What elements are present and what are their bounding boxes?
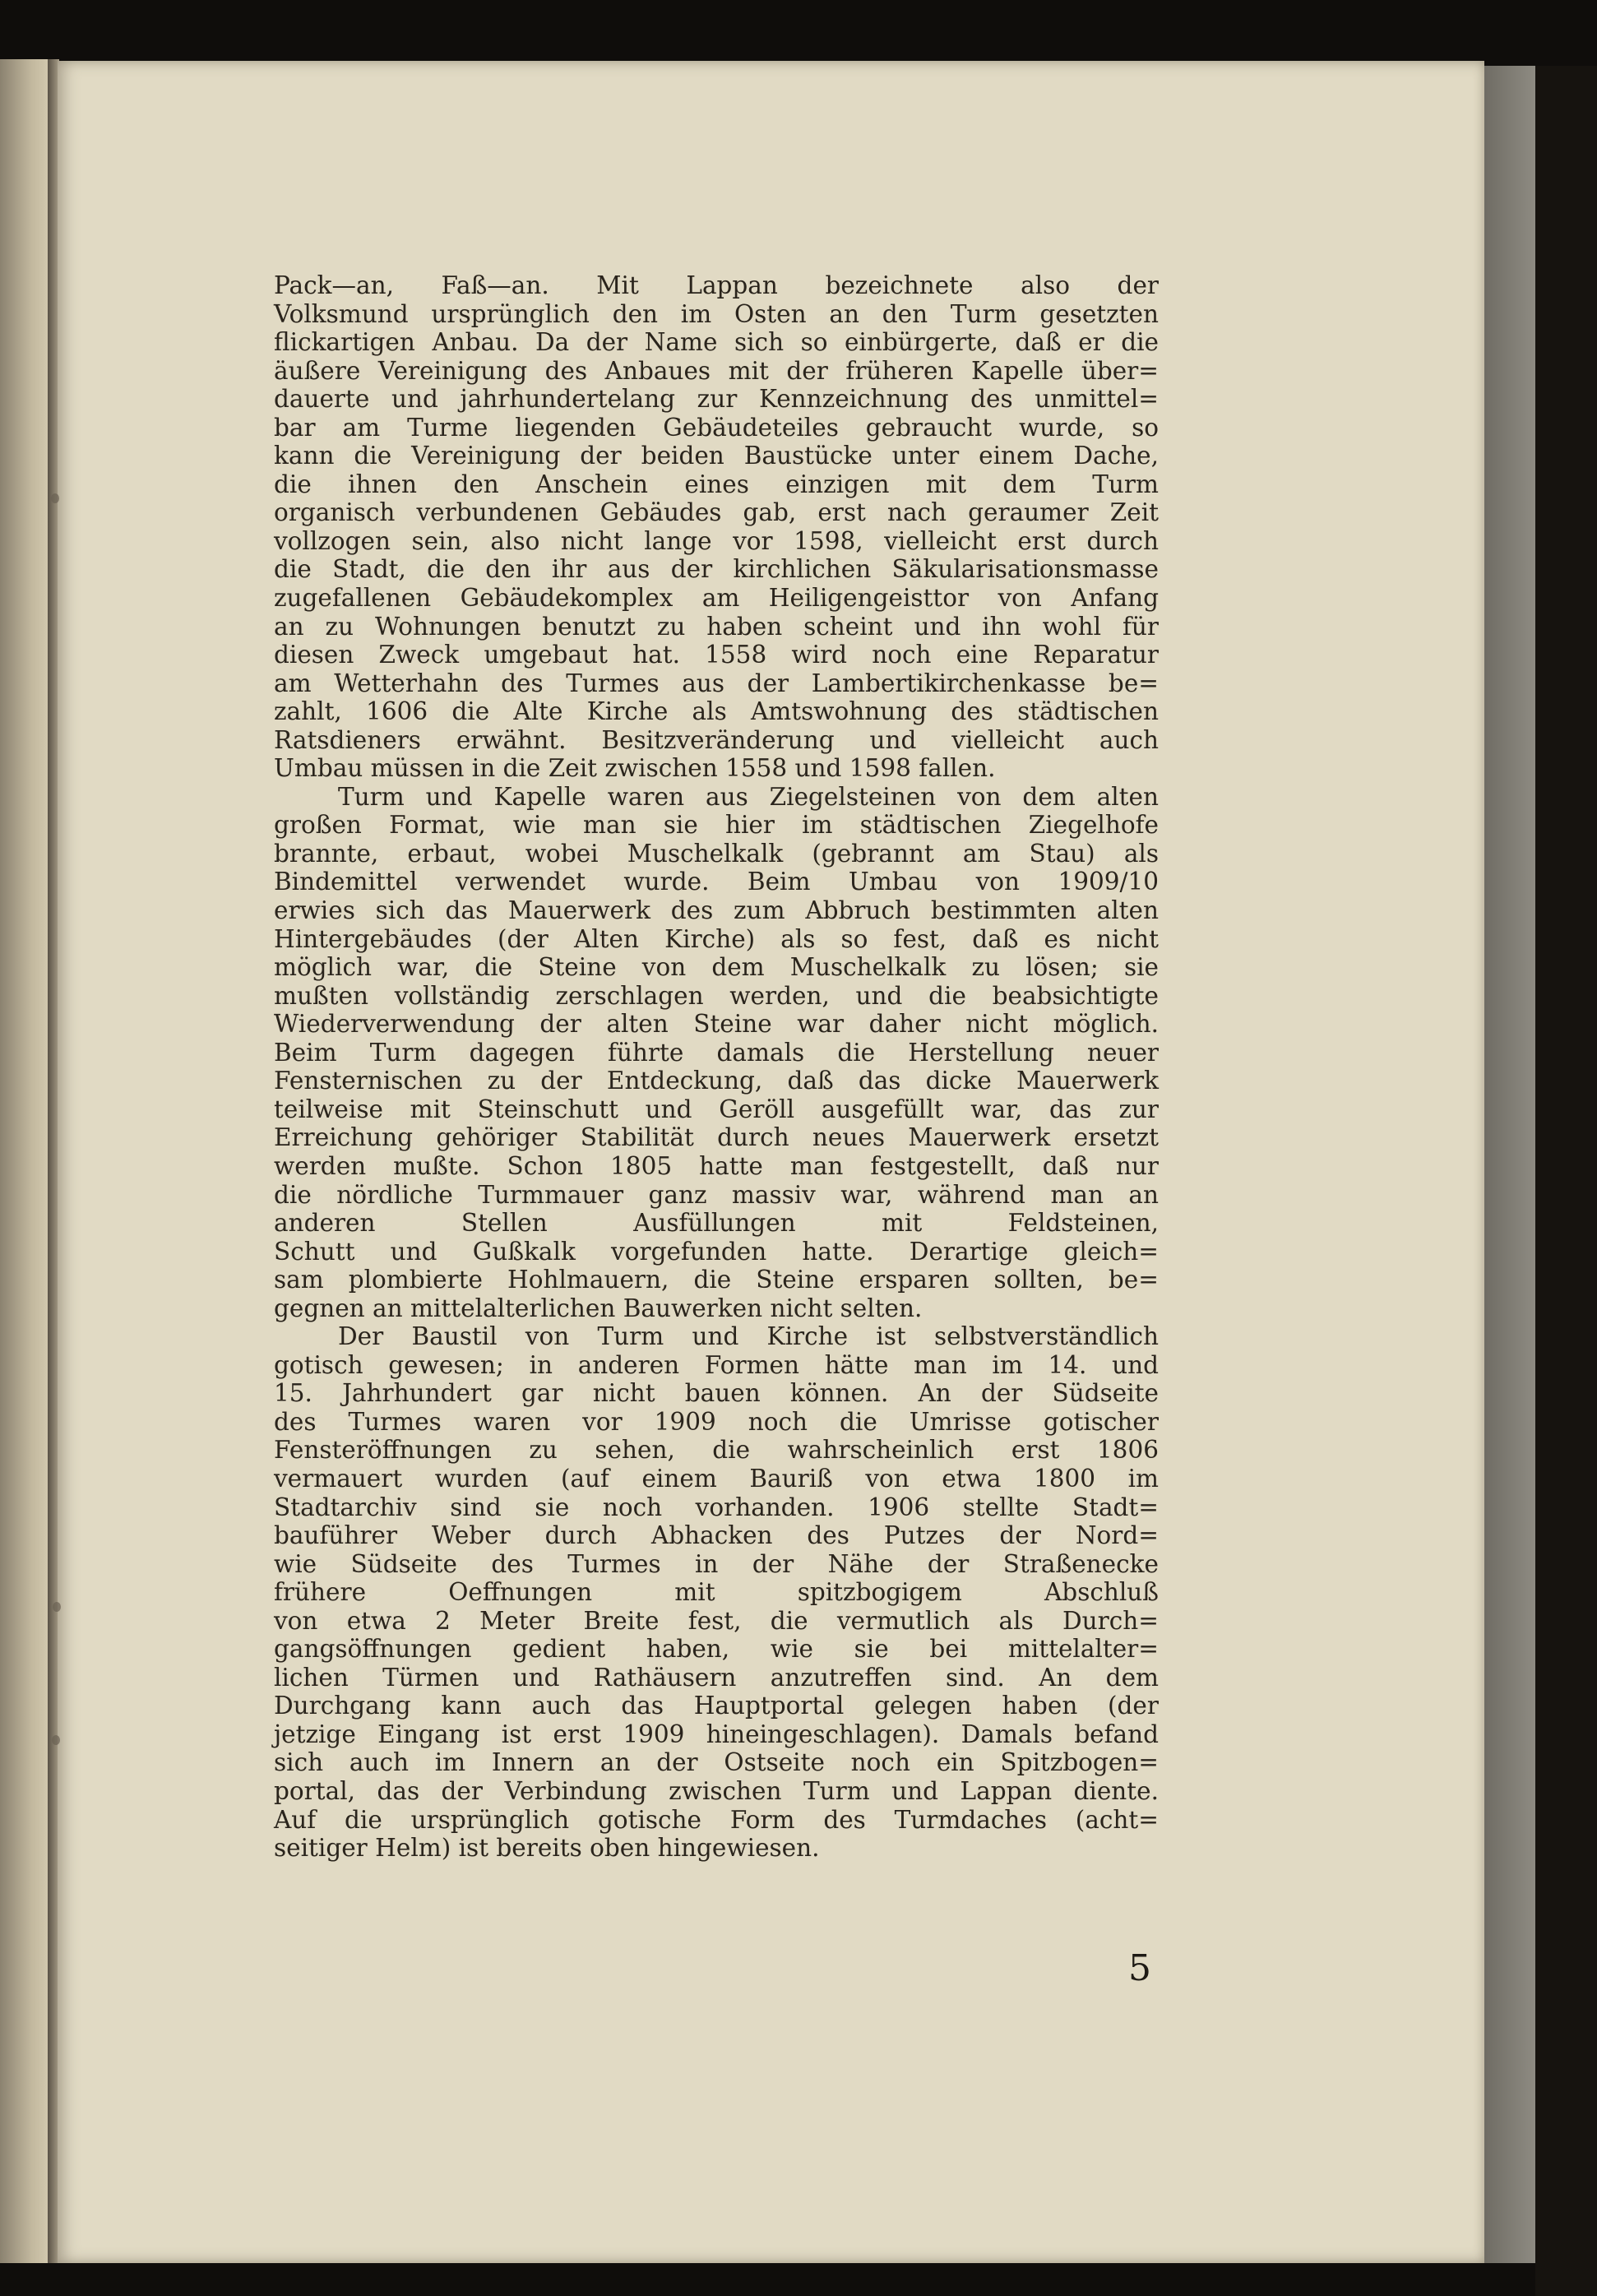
- text-line: organisch verbundenen Gebäudes gab, erst nach geraumer Zeit: [274, 498, 1159, 527]
- text-line: sam plombierte Hohlmauern, die Steine ersparen sollten, be=: [274, 1266, 1159, 1294]
- text-line: äußere Vereinigung des Anbaues mit der früheren Kapelle über=: [274, 356, 1159, 385]
- text-line: vermauert wurden (auf einem Bauriß von etwa 1800 im: [274, 1464, 1159, 1493]
- text-line: Wiederverwendung der alten Steine war daher nicht möglich.: [274, 1010, 1159, 1039]
- text-line: an zu Wohnungen benutzt zu haben scheint und ihn wohl für: [274, 612, 1159, 641]
- facing-page-edge: [0, 59, 53, 2263]
- text-line: Hintergebäudes (der Alten Kirche) als so fest, daß es nicht: [274, 924, 1159, 953]
- text-line: Fensternischen zu der Entdeckung, daß das dicke Mauerwerk: [274, 1067, 1159, 1095]
- text-line: frühere Oeffnungen mit spitzbogigem Abschluß: [274, 1578, 1159, 1607]
- text-line: Der Baustil von Turm und Kirche ist selbstverständlich: [338, 1322, 1159, 1351]
- text-line: jetzige Eingang ist erst 1909 hineingeschlagen). Damals befand: [274, 1720, 1159, 1748]
- text-line: seitiger Helm) ist bereits oben hingewiesen.: [274, 1834, 820, 1863]
- stacked-page-edge: [1484, 66, 1535, 2263]
- text-line: zugefallenen Gebäudekomplex am Heiligengeisttor von Anfang: [274, 584, 1159, 613]
- text-line: von etwa 2 Meter Breite fest, die vermutlich als Durch=: [274, 1606, 1159, 1635]
- text-line: bar am Turme liegenden Gebäudeteiles gebraucht wurde, so: [274, 413, 1159, 442]
- text-line: Fensteröffnungen zu sehen, die wahrscheinlich erst 1806: [274, 1436, 1159, 1465]
- right-background: [1535, 66, 1597, 2296]
- binding-hole: [52, 1735, 60, 1745]
- text-line: sich auch im Innern an der Ostseite noch ein Spitzbogen=: [274, 1748, 1159, 1777]
- text-line: Beim Turm dagegen führte damals die Herstellung neuer: [274, 1038, 1159, 1067]
- text-line: Schutt und Gußkalk vorgefunden hatte. Derartige gleich=: [274, 1237, 1159, 1266]
- text-line: dauerte und jahrhundertelang zur Kennzeichnung des unmittel=: [274, 385, 1159, 414]
- text-line: die Stadt, die den ihr aus der kirchlichen Säkularisationsmasse: [274, 555, 1159, 584]
- page-number: 5: [1128, 1947, 1151, 1989]
- text-line: erwies sich das Mauerwerk des zum Abbruch bestimmten alten: [274, 896, 1159, 925]
- text-line: möglich war, die Steine von dem Muschelkalk zu lösen; sie: [274, 953, 1159, 982]
- text-line: brannte, erbaut, wobei Muschelkalk (gebrannt am Stau) als: [274, 839, 1159, 868]
- text-line: Volksmund ursprünglich den im Osten an den Turm gesetzten: [274, 299, 1159, 328]
- text-line: am Wetterhahn des Turmes aus der Lambertikirchenkasse be=: [274, 669, 1159, 697]
- text-line: die nördliche Turmmauer ganz massiv war, während man an: [274, 1180, 1159, 1209]
- binding-hole: [53, 1602, 61, 1612]
- text-line: kann die Vereinigung der beiden Baustücke unter einem Dache,: [274, 442, 1159, 470]
- text-line: Turm und Kapelle waren aus Ziegelsteinen von dem alten: [338, 782, 1159, 811]
- text-line: Auf die ursprünglich gotische Form des Turmdaches (acht=: [274, 1805, 1159, 1834]
- text-line: Erreichung gehöriger Stabilität durch neues Mauerwerk ersetzt: [274, 1123, 1159, 1152]
- text-line: teilweise mit Steinschutt und Geröll ausgefüllt war, das zur: [274, 1095, 1159, 1123]
- text-line: Durchgang kann auch das Hauptportal gelegen haben (der: [274, 1692, 1159, 1720]
- text-line: lichen Türmen und Rathäusern anzutreffen sind. An dem: [274, 1663, 1159, 1692]
- text-line: 15. Jahrhundert gar nicht bauen können. An der Südseite: [274, 1379, 1159, 1408]
- text-line: gangsöffnungen gedient haben, wie sie bei mittelalter=: [274, 1635, 1159, 1664]
- text-line: wie Südseite des Turmes in der Nähe der Straßenecke: [274, 1549, 1159, 1578]
- top-background: [0, 0, 1597, 59]
- text-line: großen Format, wie man sie hier im städtischen Ziegelhofe: [274, 811, 1159, 840]
- text-line: gegnen an mittelalterlichen Bauwerken nicht selten.: [274, 1294, 923, 1322]
- text-line: des Turmes waren vor 1909 noch die Umrisse gotischer: [274, 1407, 1159, 1436]
- text-line: Pack—an, Faß—an. Mit Lappan bezeichnete also der: [274, 271, 1159, 299]
- text-line: bauführer Weber durch Abhacken des Putzes der Nord=: [274, 1521, 1159, 1550]
- text-line: diesen Zweck umgebaut hat. 1558 wird noch eine Reparatur: [274, 641, 1159, 669]
- text-line: mußten vollständig zerschlagen werden, und die beabsichtigte: [274, 981, 1159, 1010]
- binding-hole: [51, 493, 59, 503]
- text-line: vollzogen sein, also nicht lange vor 1598, vielleicht erst durch: [274, 526, 1159, 555]
- text-line: flickartigen Anbau. Da der Name sich so einbürgerte, daß er die: [274, 328, 1159, 357]
- text-line: gotisch gewesen; in anderen Formen hätte man im 14. und: [274, 1350, 1159, 1379]
- text-line: zahlt, 1606 die Alte Kirche als Amtswohnung des städtischen: [274, 697, 1159, 726]
- text-line: Ratsdieners erwähnt. Besitzveränderung und vielleicht auch: [274, 725, 1159, 754]
- text-line: anderen Stellen Ausfüllungen mit Feldsteinen,: [274, 1209, 1159, 1238]
- text-line: Stadtarchiv sind sie noch vorhanden. 1906 stellte Stadt=: [274, 1493, 1159, 1521]
- text-line: Bindemittel verwendet wurde. Beim Umbau von 1909/10: [274, 868, 1159, 896]
- body-text: [274, 271, 1159, 1863]
- text-line: werden mußte. Schon 1805 hatte man festgestellt, daß nur: [274, 1151, 1159, 1180]
- text-line: Umbau müssen in die Zeit zwischen 1558 und 1598 fallen.: [274, 754, 996, 783]
- text-line: die ihnen den Anschein eines einzigen mit dem Turm: [274, 470, 1159, 498]
- text-line: portal, das der Verbindung zwischen Turm und Lappan diente.: [274, 1776, 1159, 1805]
